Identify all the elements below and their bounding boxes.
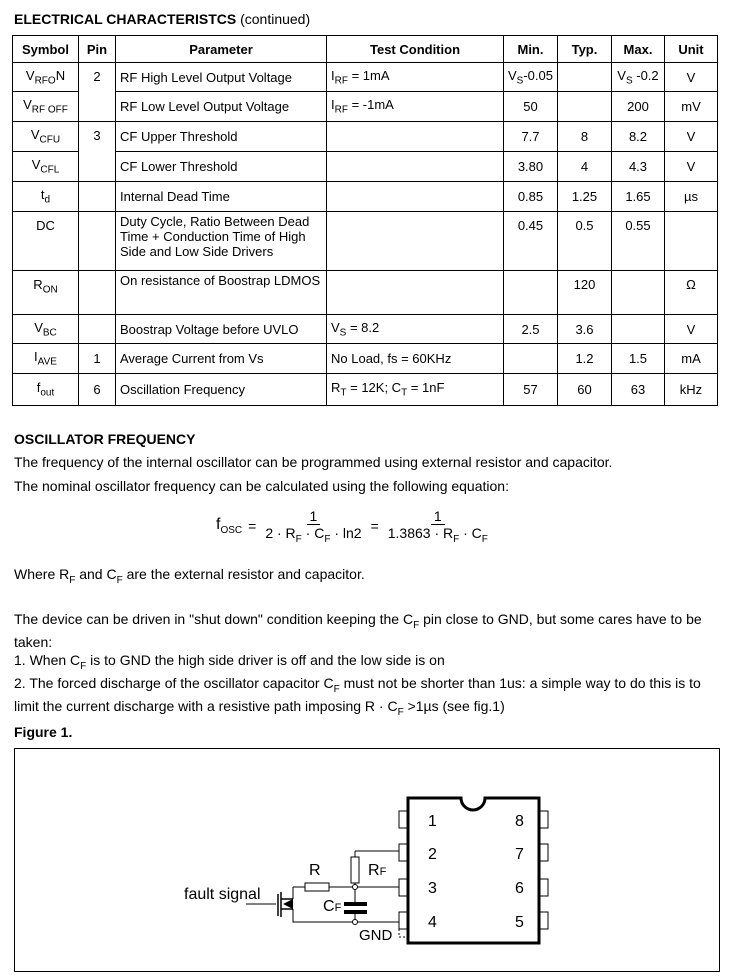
table-cell xyxy=(79,315,116,344)
table-row xyxy=(13,92,718,122)
table-row xyxy=(13,344,718,374)
table-cell: µs xyxy=(664,182,717,212)
col-header: Parameter xyxy=(116,36,327,63)
r-label: R xyxy=(309,862,321,879)
table-cell xyxy=(557,63,611,92)
table-cell: 2.5 xyxy=(504,315,558,344)
table-cell xyxy=(504,271,558,315)
table-cell: mV xyxy=(664,92,717,122)
table-cell: No Load, fs = 60KHz xyxy=(327,344,504,374)
table-cell: 200 xyxy=(611,92,664,122)
table-cell: $I_{RF} = -1mA$ xyxy=(327,92,504,122)
table-cell: 4 xyxy=(557,152,611,182)
table-cell: 50 xyxy=(504,92,558,122)
resistor-r xyxy=(305,883,329,891)
table-cell xyxy=(79,271,116,315)
col-header: Test Condition xyxy=(327,36,504,63)
pin-label: 7 xyxy=(515,846,524,863)
table-cell: $V_{RF OFF}$ xyxy=(13,92,79,122)
table-row xyxy=(13,271,718,315)
table-cell: Boostrap Voltage before UVLO xyxy=(116,315,327,344)
figure-title: Figure 1. xyxy=(14,724,73,740)
table-cell xyxy=(327,152,504,182)
paragraph: The frequency of the internal oscillator can be programmed using external resistor and capacitor. xyxy=(14,454,613,470)
list-item: 2. The forced discharge of the oscillator capacitor $C_F$ must not be shorter than 1us: a simple way to do this is to limit the current discharge with a resistive path imposing $R \cdot C_F >1\mu s$ (see fig.1) xyxy=(14,675,701,718)
col-header: Max. xyxy=(611,36,664,63)
table-cell xyxy=(327,271,504,315)
table-row xyxy=(13,374,718,406)
table-cell: Oscillation Frequency xyxy=(116,374,327,406)
table-cell: $V_S-0.05$ xyxy=(504,63,558,92)
pin-label: 2 xyxy=(428,846,437,863)
table-cell: 120 xyxy=(557,271,611,315)
table-cell: 1.25 xyxy=(557,182,611,212)
table-cell: $V_{CFU}$ xyxy=(13,122,79,152)
table-cell: 57 xyxy=(504,374,558,406)
table-cell xyxy=(327,182,504,212)
col-header: Pin xyxy=(79,36,116,63)
resistor-rf xyxy=(351,857,359,883)
paragraph: Where $R_F$ and $C_F$ are the external resistor and capacitor. xyxy=(14,566,365,586)
cf-label: CF xyxy=(323,898,342,915)
table-row xyxy=(13,182,718,212)
pin-label: 6 xyxy=(515,880,524,897)
table-cell xyxy=(327,212,504,271)
paragraph: The device can be driven in "shut down" condition keeping the $C_F$ pin close to GND, but some cares have to be taken: xyxy=(14,611,702,650)
table-cell: 0.5 xyxy=(557,212,611,271)
table-cell: $I_{RF} = 1mA$ xyxy=(327,63,504,92)
table-cell: RF Low Level Output Voltage xyxy=(116,92,327,122)
table-cell: 1.5 xyxy=(611,344,664,374)
table-cell: Average Current from Vs xyxy=(116,344,327,374)
table-cell: V xyxy=(664,315,717,344)
table-cell: 7.7 xyxy=(504,122,558,152)
table-cell: $t_d$ xyxy=(13,182,79,212)
table-cell: 60 xyxy=(557,374,611,406)
table-cell: $V_S$ -0.2 xyxy=(611,63,664,92)
table-cell: 0.85 xyxy=(504,182,558,212)
table-cell xyxy=(79,212,116,271)
table-cell: $R_{ON}$ xyxy=(13,271,79,315)
table-row xyxy=(13,63,718,92)
table-cell: 8.2 xyxy=(611,122,664,152)
pin-label: 5 xyxy=(515,914,524,931)
section-title: ELECTRICAL CHARACTERISTCS (continued) xyxy=(14,11,311,27)
paragraph: The nominal oscillator frequency can be calculated using the following equation: xyxy=(14,478,509,494)
table-cell: 8 xyxy=(557,122,611,152)
table-cell xyxy=(79,182,116,212)
col-header: Min. xyxy=(504,36,558,63)
circuit-diagram xyxy=(15,749,719,971)
table-cell: $V_S = 8.2$ xyxy=(327,315,504,344)
table-cell: 0.45 xyxy=(504,212,558,271)
electrical-characteristics-table xyxy=(12,35,718,406)
pin-label: 8 xyxy=(515,813,524,830)
table-cell: 4.3 xyxy=(611,152,664,182)
col-header: Symbol xyxy=(13,36,79,63)
oscillator-heading: OSCILLATOR FREQUENCY xyxy=(14,431,196,447)
table-cell: 3.6 xyxy=(557,315,611,344)
table-cell: 1.65 xyxy=(611,182,664,212)
table-cell: V xyxy=(664,152,717,182)
table-row xyxy=(13,212,718,271)
table-cell: 1.2 xyxy=(557,344,611,374)
table-cell: mA xyxy=(664,344,717,374)
table-cell: CF Lower Threshold xyxy=(116,152,327,182)
table-cell: kHz xyxy=(664,374,717,406)
table-cell: 3.80 xyxy=(504,152,558,182)
table-cell: CF Upper Threshold xyxy=(116,122,327,152)
table-cell: V xyxy=(664,122,717,152)
gnd-label: GND xyxy=(359,927,393,944)
table-row xyxy=(13,122,718,152)
table-cell: DC xyxy=(13,212,79,271)
table-cell xyxy=(504,344,558,374)
table-cell: $R_T = 12K$; $C_T = 1nF$ xyxy=(327,374,504,406)
table-cell: $V_{RFO}N$ xyxy=(13,63,79,92)
table-cell: $I_{AVE}$ xyxy=(13,344,79,374)
capacitor-cf xyxy=(344,904,367,912)
table-cell xyxy=(611,271,664,315)
table-cell xyxy=(611,315,664,344)
table-cell: Ω xyxy=(664,271,717,315)
table-cell: $V_{BC}$ xyxy=(13,315,79,344)
table-cell xyxy=(664,212,717,271)
table-row xyxy=(13,152,718,182)
equation: $f_{OSC}$ = $\frac{1}{2 \cdot R_F \cdot C_F \cdot \ln 2}$ = $\frac{1}{1.3863 \cdot R_F \cdot C_F}$ xyxy=(216,508,488,545)
table-cell: RF High Level Output Voltage xyxy=(116,63,327,92)
table-cell: 0.55 xyxy=(611,212,664,271)
table-cell: 6 xyxy=(79,374,116,406)
table-cell: Internal Dead Time xyxy=(116,182,327,212)
table-cell xyxy=(327,122,504,152)
table-cell: V xyxy=(664,63,717,92)
table-cell: 1 xyxy=(79,344,116,374)
list-item: 1. When $C_F$ is to GND the high side driver is off and the low side is on xyxy=(14,652,445,672)
pin-label: 1 xyxy=(428,813,437,830)
table-cell: 3 xyxy=(79,122,116,182)
col-header: Unit xyxy=(664,36,717,63)
col-header: Typ. xyxy=(557,36,611,63)
table-cell: Duty Cycle, Ratio Between Dead Time + Conduction Time of High Side and Low Side Drivers xyxy=(116,212,327,271)
table-cell: On resistance of Boostrap LDMOS xyxy=(116,271,327,315)
table-cell: 63 xyxy=(611,374,664,406)
rf-label: RF xyxy=(368,862,387,879)
table-cell xyxy=(557,92,611,122)
table-cell: $V_{CFL}$ xyxy=(13,152,79,182)
figure-1-circuit xyxy=(14,748,720,972)
pin-label: 3 xyxy=(428,880,437,897)
table-row xyxy=(13,315,718,344)
table-cell: $f_{out}$ xyxy=(13,374,79,406)
fault-signal-label: fault signal xyxy=(184,886,261,903)
table-cell: 2 xyxy=(79,63,116,122)
pin-label: 4 xyxy=(428,914,437,931)
